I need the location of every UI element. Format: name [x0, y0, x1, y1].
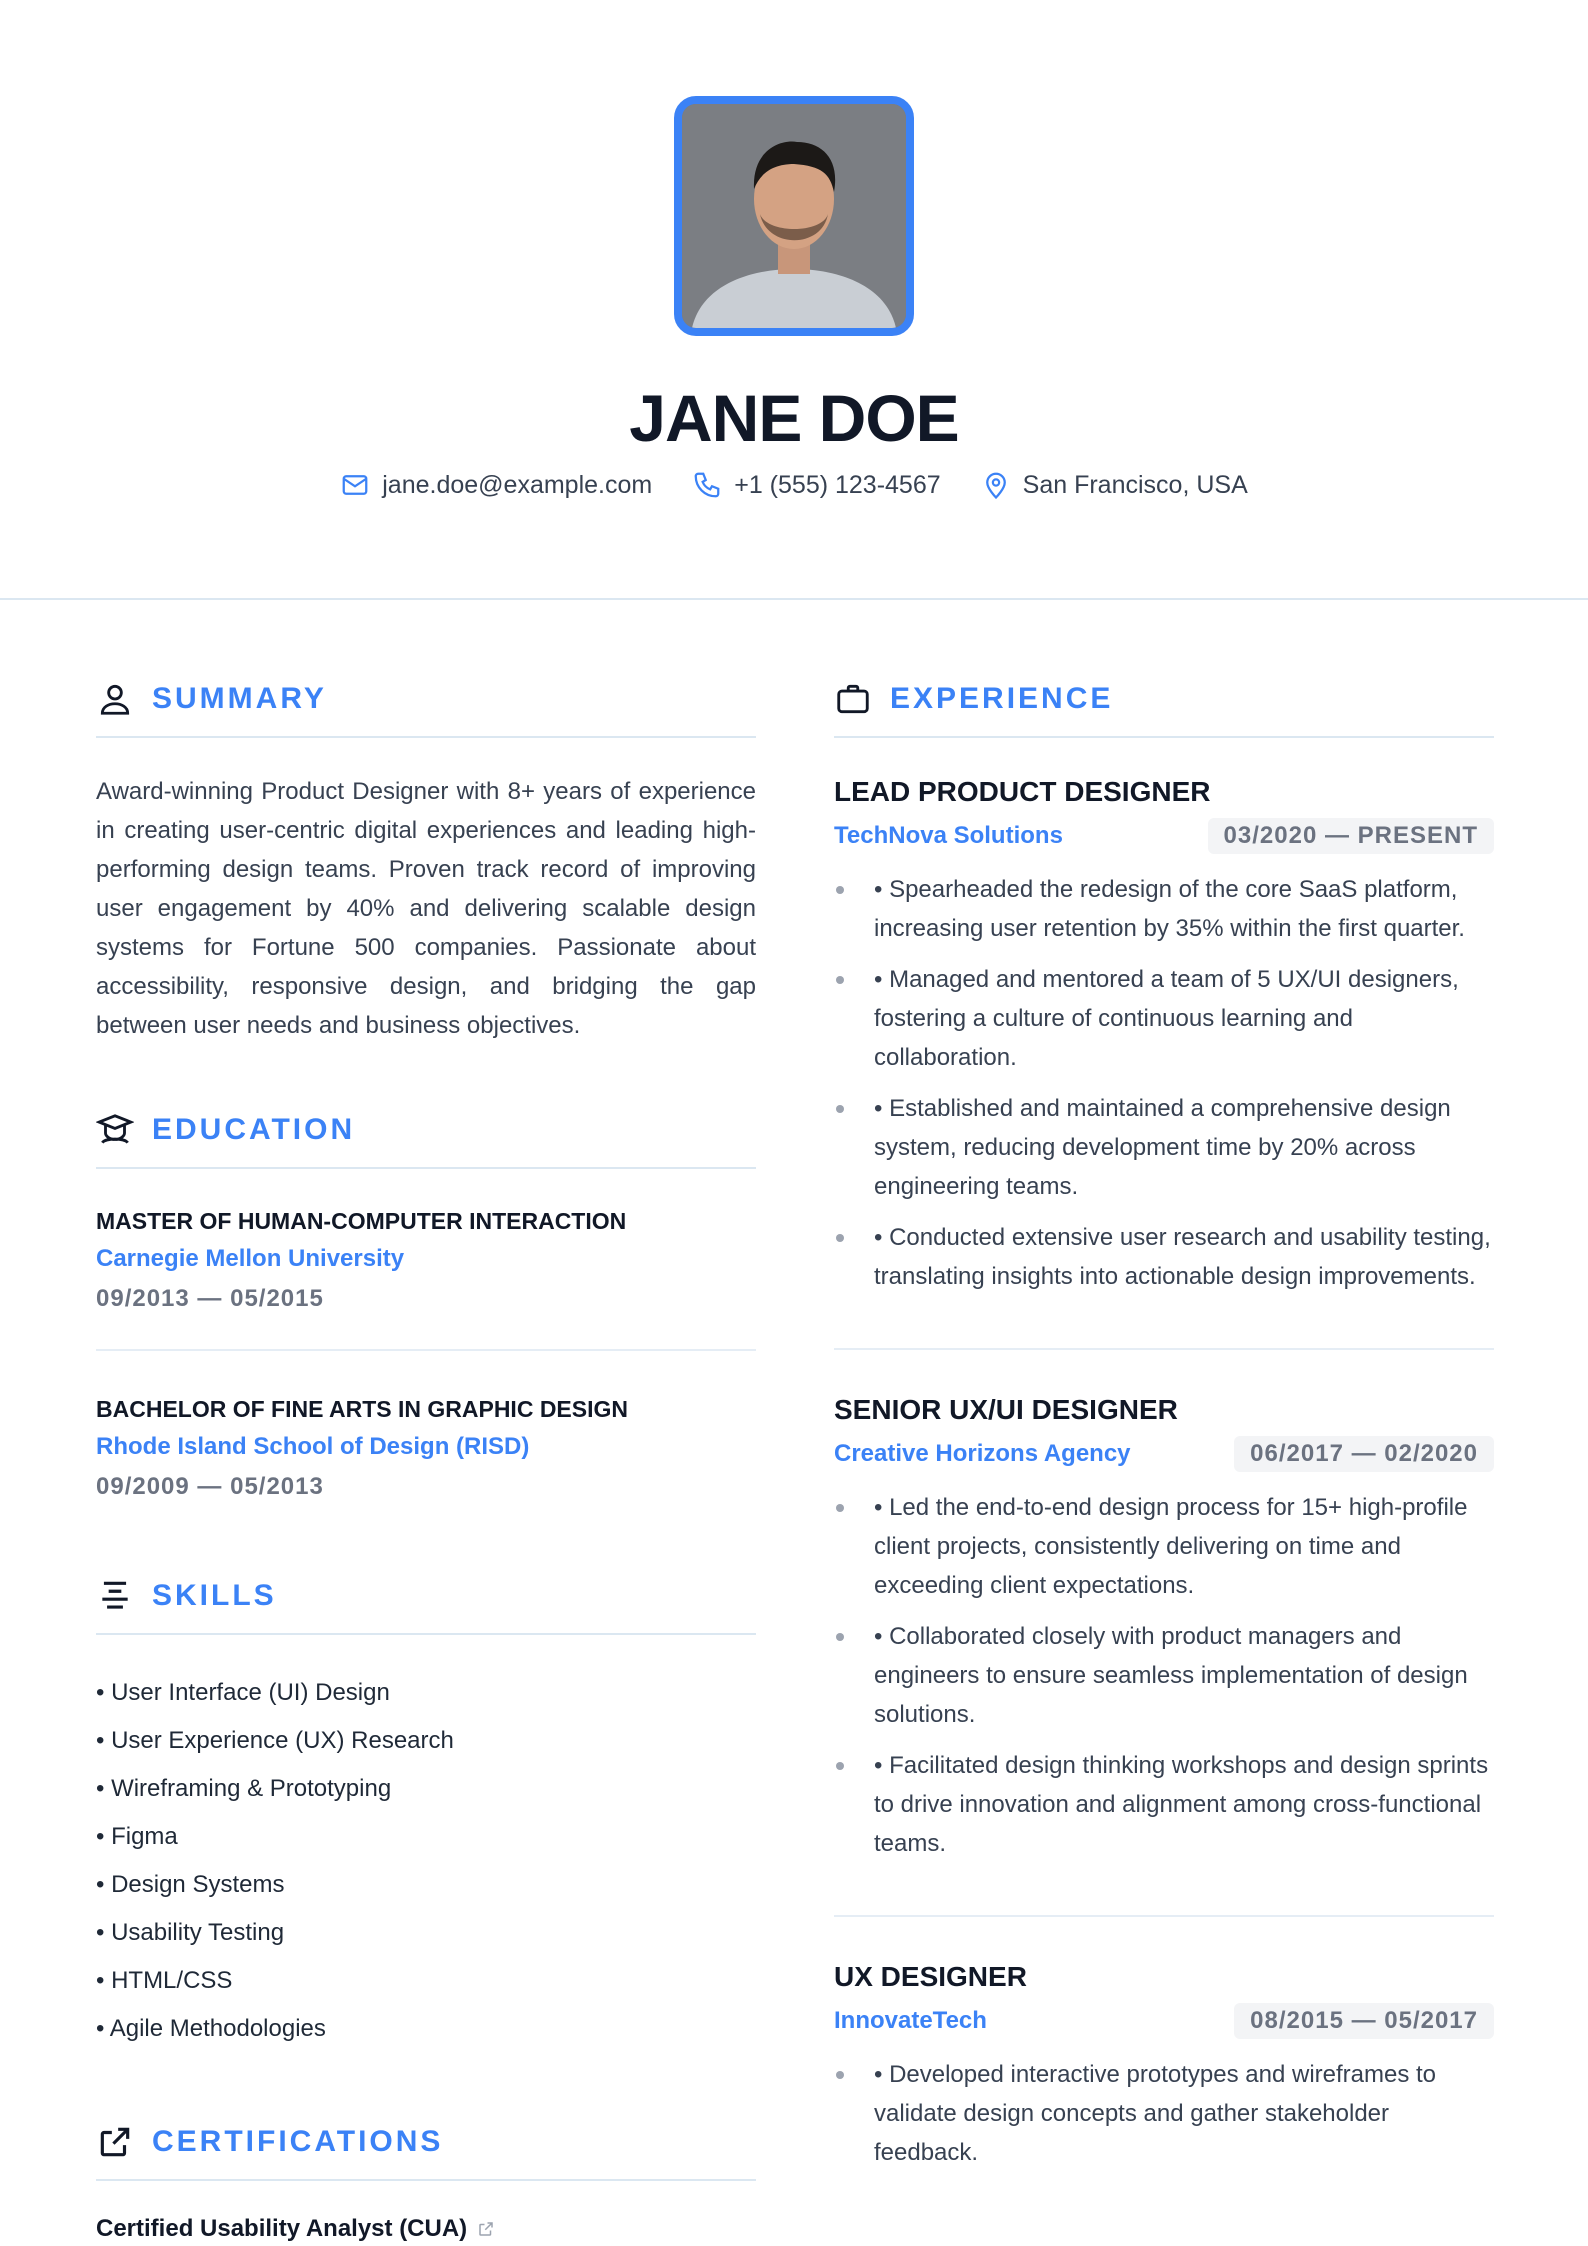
skill-item: • User Experience (UX) Research: [96, 1727, 454, 1754]
job-bullet: • Managed and mentored a team of 5 UX/UI designers, fostering a culture of continuous learning and collaboration.: [834, 960, 1494, 1077]
external-link-icon[interactable]: [477, 2220, 495, 2238]
job-bullet: • Facilitated design thinking workshops and design sprints to drive innovation and alignment among cross-functional teams.: [834, 1746, 1494, 1863]
education-title: EDUCATION: [152, 1113, 356, 1146]
right-column: [834, 680, 1494, 2224]
briefcase-icon: [834, 680, 872, 718]
education-heading: [96, 1111, 756, 1169]
job-entry: [834, 1348, 1494, 1915]
skill-item: • HTML/CSS: [96, 1967, 233, 1994]
certification-name: Certified Usability Analyst (CUA): [96, 2215, 468, 2242]
education-item: [96, 1203, 756, 1349]
experience-heading: [834, 680, 1494, 738]
degree-title: BACHELOR OF FINE ARTS IN GRAPHIC DESIGN: [96, 1396, 628, 1422]
job-bullet: • Developed interactive prototypes and wireframes to validate design concepts and gather stakeholder feedback.: [834, 2055, 1494, 2172]
degree-title: MASTER OF HUMAN-COMPUTER INTERACTION: [96, 1208, 627, 1234]
company-name: TechNova Solutions: [834, 822, 1063, 849]
skill-item: • Figma: [96, 1823, 178, 1850]
job-bullets: [834, 870, 1494, 1296]
skill-item: • Agile Methodologies: [96, 2015, 326, 2042]
job-title: UX DESIGNER: [834, 1961, 1027, 1992]
job-bullet: • Conducted extensive user research and usability testing, translating insights into actionable design improvements.: [834, 1218, 1494, 1296]
candidate-name: JANE DOE: [629, 381, 959, 455]
job-title: LEAD PRODUCT DESIGNER: [834, 776, 1211, 807]
skills-title: SKILLS: [152, 1579, 277, 1612]
school-name: Rhode Island School of Design (RISD): [96, 1433, 530, 1460]
contact-location: [981, 470, 1248, 500]
profile-photo: [674, 96, 914, 336]
skill-item: • Design Systems: [96, 1871, 285, 1898]
skill-item: • User Interface (UI) Design: [96, 1679, 390, 1706]
job-meta: [834, 1436, 1494, 1472]
job-dates: 08/2015 — 05/2017: [1234, 2003, 1494, 2039]
email-text: jane.doe@example.com: [382, 470, 653, 499]
user-icon: [96, 680, 134, 718]
job-bullet: • Established and maintained a comprehensive design system, reducing development time by 20% across engineering teams.: [834, 1089, 1494, 1206]
map-pin-icon: [981, 470, 1011, 500]
job-entry: [834, 1915, 1494, 2224]
education-dates: 09/2013 — 05/2015: [96, 1285, 324, 1312]
skill-item: • Usability Testing: [96, 1919, 285, 1946]
skill-item: • Wireframing & Prototyping: [96, 1775, 392, 1802]
experience-title: EXPERIENCE: [890, 682, 1114, 715]
school-name: Carnegie Mellon University: [96, 1245, 405, 1272]
location-text: San Francisco, USA: [1022, 470, 1248, 499]
job-meta: [834, 2003, 1494, 2039]
contact-bar: [0, 470, 1588, 500]
job-bullets: [834, 2055, 1494, 2172]
job-dates: 06/2017 — 02/2020: [1234, 1436, 1494, 1472]
job-bullet: • Spearheaded the redesign of the core SaaS platform, increasing user retention by 35% within the first quarter.: [834, 870, 1494, 948]
company-name: Creative Horizons Agency: [834, 1440, 1131, 1467]
phone-icon: [692, 470, 722, 500]
skills-list-icon: [96, 1577, 134, 1615]
mail-icon: [340, 470, 370, 500]
contact-phone[interactable]: [692, 470, 940, 500]
left-column: [96, 680, 756, 2243]
avatar: [682, 104, 906, 328]
certifications-title: CERTIFICATIONS: [152, 2125, 444, 2158]
education-list: [96, 1203, 756, 1537]
education-dates: 09/2009 — 05/2013: [96, 1473, 324, 1500]
phone-text: +1 (555) 123-4567: [734, 470, 941, 499]
job-dates: 03/2020 — PRESENT: [1208, 818, 1494, 854]
external-link-icon: [96, 2123, 134, 2161]
summary-text: Award-winning Product Designer with 8+ years of experience in creating user-centric digital experiences and leading high-performing design teams. Proven track record of improving user engagement by 40% and delivering scalable design systems for Fortune 500 companies. Passionate about accessibility, responsive design, and bridging the gap between user needs and business objectives.: [96, 778, 756, 1039]
certification-item[interactable]: [96, 2215, 756, 2243]
certifications-heading: [96, 2123, 756, 2181]
contact-email[interactable]: [340, 470, 652, 500]
job-bullet: • Led the end-to-end design process for 15+ high-profile client projects, consistently delivering on time and exceeding client expectations.: [834, 1488, 1494, 1605]
job-meta: [834, 818, 1494, 854]
job-bullet: • Collaborated closely with product managers and engineers to ensure seamless implementation of design solutions.: [834, 1617, 1494, 1734]
summary-title: SUMMARY: [152, 682, 327, 715]
skills-list: [96, 1669, 756, 2053]
job-title: SENIOR UX/UI DESIGNER: [834, 1394, 1178, 1425]
resume-header: [0, 0, 1588, 600]
graduation-cap-icon: [96, 1111, 134, 1149]
education-item: [96, 1349, 756, 1537]
job-entry: [834, 772, 1494, 1348]
job-bullets: [834, 1488, 1494, 1863]
summary-heading: [96, 680, 756, 738]
company-name: InnovateTech: [834, 2007, 987, 2034]
skills-heading: [96, 1577, 756, 1635]
